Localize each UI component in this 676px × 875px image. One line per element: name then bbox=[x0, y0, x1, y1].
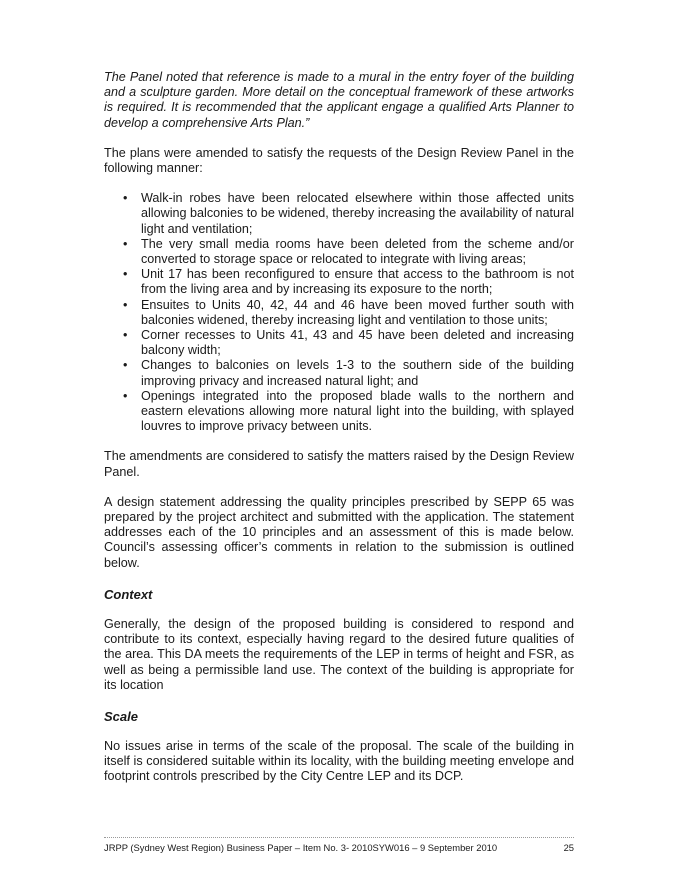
list-item: • Corner recesses to Units 41, 43 and 45 have been deleted and increasing balcony width; bbox=[141, 328, 574, 358]
section-heading-scale: Scale bbox=[104, 708, 138, 724]
section-heading-context: Context bbox=[104, 586, 153, 602]
page-content bbox=[104, 70, 574, 785]
list-item: • Changes to balconies on levels 1-3 to the southern side of the building improving privacy and increased natural light; and bbox=[141, 358, 574, 388]
design-statement-paragraph: A design statement addressing the quality principles prescribed by SEPP 65 was prepared by the project architect and submitted with the application. The statement addresses each of the 10 principles and an assessment of this is made below. Council’s assessing officer’s comments in relation to the submission is outlined below. bbox=[104, 494, 574, 570]
footer-text: JRPP (Sydney West Region) Business Paper – Item No. 3- 2010SYW016 – 9 September 2010 bbox=[104, 842, 498, 853]
amendment-intro: The plans were amended to satisfy the requests of the Design Review Panel in the following manner: bbox=[104, 145, 574, 176]
page-footer bbox=[104, 837, 574, 854]
list-item: • Unit 17 has been reconfigured to ensure that access to the bathroom is not from the living area and by increasing its exposure to the north; bbox=[141, 267, 574, 297]
list-item: • Openings integrated into the proposed blade walls to the northern and eastern elevations allowing more natural light into the building, with splayed louvres to improve privacy between units. bbox=[141, 389, 574, 435]
amendment-list bbox=[104, 191, 574, 434]
list-item: • The very small media rooms have been deleted from the scheme and/or converted to storage space or relocated to integrate with living areas; bbox=[141, 237, 574, 267]
amendments-paragraph: The amendments are considered to satisfy the matters raised by the Design Review Panel. bbox=[104, 449, 574, 479]
page-number: 25 bbox=[563, 842, 574, 853]
context-paragraph: Generally, the design of the proposed building is considered to respond and contribute to its context, especially having regard to the desired future qualities of the area. This DA meets the requirements of the LEP in terms of height and FSR, as well as being a permissible land use. The context of the building is appropriate for its location bbox=[104, 616, 574, 692]
panel-quote: The Panel noted that reference is made to a mural in the entry foyer of the building and a sculpture garden. More detail on the conceptual framework of these artworks is required. It is recommended that the applicant engage a qualified Arts Planner to develop a comprehensive Arts Plan.” bbox=[104, 70, 574, 130]
list-item: • Ensuites to Units 40, 42, 44 and 46 have been moved further south with balconies widened, thereby increasing light and ventilation to those units; bbox=[141, 298, 574, 328]
list-item: • Walk-in robes have been relocated elsewhere within those affected units allowing balconies to be widened, thereby increasing the availability of natural light and ventilation; bbox=[141, 191, 574, 237]
scale-paragraph: No issues arise in terms of the scale of the proposal. The scale of the building in itself is considered suitable within its locality, with the building meeting envelope and footprint controls prescribed by the City Centre LEP and its DCP. bbox=[104, 738, 574, 784]
